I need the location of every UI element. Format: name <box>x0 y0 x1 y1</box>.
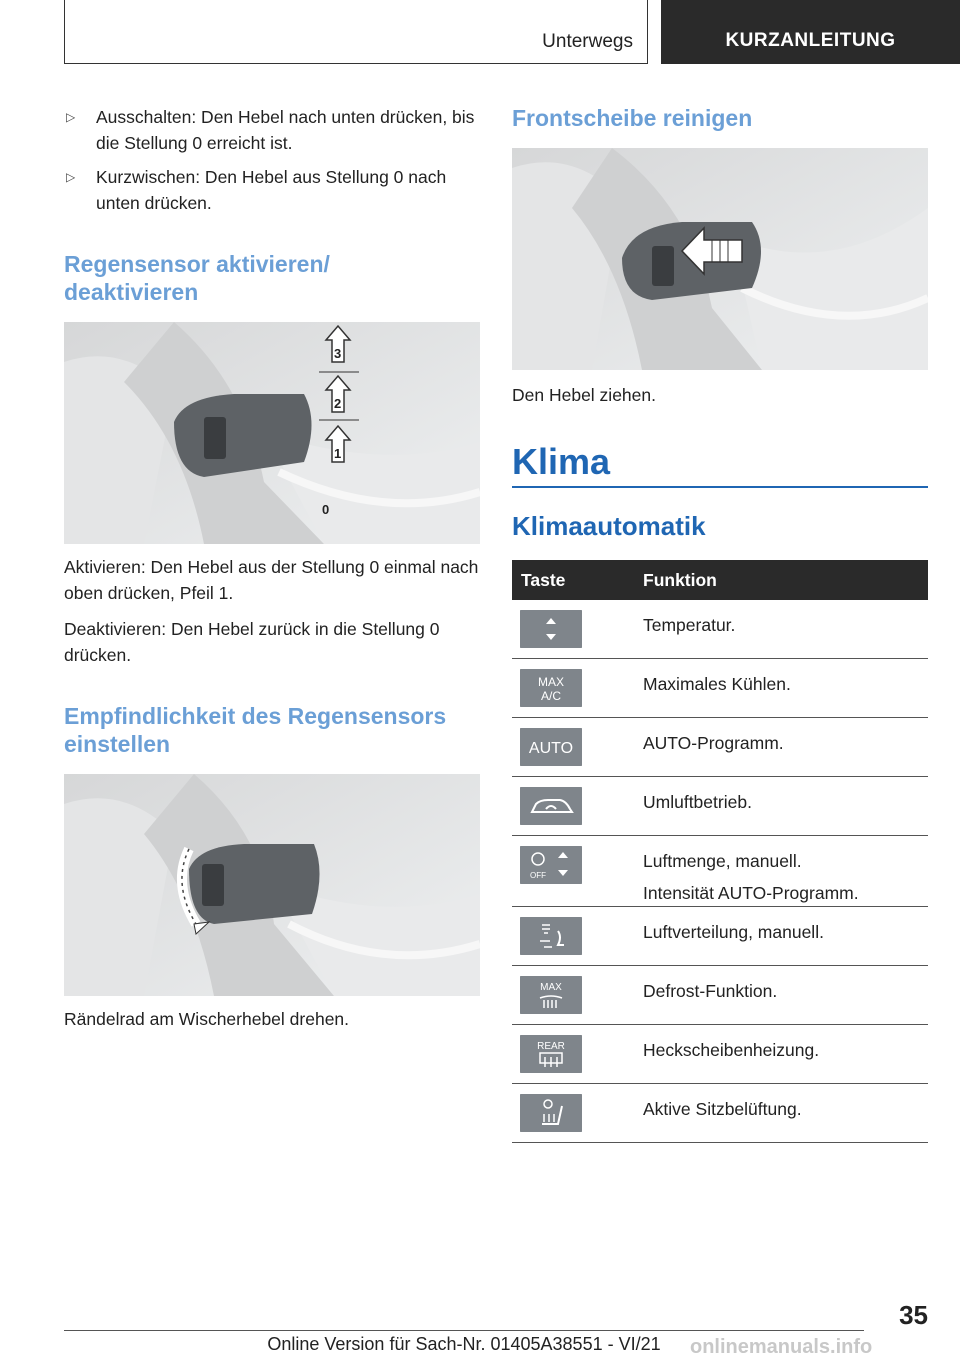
left-column <box>64 104 480 1032</box>
heading-klimaautomatik: Klimaautomatik <box>512 511 706 541</box>
fig-label-0: 0 <box>322 502 330 517</box>
thumbwheel-lever-figure <box>64 774 480 996</box>
table-row <box>512 966 928 1025</box>
table-row <box>512 718 928 777</box>
seat-ventilation-icon <box>520 1094 582 1132</box>
function-text: Maximales Kühlen. <box>643 674 791 694</box>
footer-rule <box>64 1330 864 1331</box>
recirculation-icon <box>520 787 582 825</box>
col-header-key: Taste <box>512 560 643 600</box>
fig-label-2: 2 <box>334 396 342 411</box>
svg-text:MAX: MAX <box>540 982 562 993</box>
bullet-item <box>64 164 480 216</box>
col-header-function: Funktion <box>643 560 928 600</box>
function-text: Temperatur. <box>643 615 736 635</box>
rear-defrost-icon <box>520 1035 582 1073</box>
header-chapter-title: KURZANLEITUNG <box>725 30 896 51</box>
table-row <box>512 777 928 836</box>
air-distribution-icon <box>520 917 582 955</box>
function-text: Aktive Sitzbelüftung. <box>643 1099 802 1119</box>
function-text: Intensität AUTO-Programm. <box>643 883 859 903</box>
fig-label-3: 3 <box>334 346 342 361</box>
table-row <box>512 659 928 718</box>
max-ac-icon <box>520 669 582 707</box>
function-text: Umluftbetrieb. <box>643 792 752 812</box>
rain-sensor-lever-figure <box>64 322 480 544</box>
fig-label-1: 1 <box>334 446 342 461</box>
function-text: Heckscheibenheizung. <box>643 1040 820 1060</box>
bullet-triangle-icon: ▷ <box>66 170 76 184</box>
header-section-title: Unterwegs <box>542 31 633 52</box>
paragraph-activate: Aktivieren: Den Hebel aus der Stellung 0 einmal nach oben drücken, Pfeil 1. <box>64 557 479 603</box>
table-row <box>512 600 928 659</box>
klima-heading-rule <box>512 486 928 488</box>
paragraph-deactivate: Deaktivieren: Den Hebel zurück in die Stellung 0 drücken. <box>64 619 440 665</box>
table-row <box>512 836 928 907</box>
fan-off-icon <box>520 846 582 884</box>
bullet-item <box>64 104 480 156</box>
windshield-lever-figure <box>512 148 928 370</box>
function-text: Luftmenge, manuell. <box>643 851 802 871</box>
page-number: 35 <box>899 1300 928 1330</box>
paragraph-thumbwheel: Rändelrad am Wischerhebel drehen. <box>64 1009 350 1029</box>
function-text: AUTO-Programm. <box>643 733 784 753</box>
svg-text:AUTO: AUTO <box>528 740 574 757</box>
table-row <box>512 1025 928 1084</box>
svg-text:A/C: A/C <box>540 689 562 703</box>
footer-text: Online Version für Sach-Nr. 01405A38551 - VI/21 <box>267 1334 661 1354</box>
header-chapter-tab <box>661 0 960 64</box>
heading-sensitivity: Empfindlichkeit des Regensensors einstellen <box>64 703 447 757</box>
function-text: Luftverteilung, manuell. <box>643 922 824 942</box>
bullet-text: Kurzwischen: Den Hebel aus Stellung 0 nach unten drücken. <box>96 167 447 213</box>
max-defrost-icon <box>520 976 582 1014</box>
bullet-text: Ausschalten: Den Hebel nach unten drücken, bis die Stellung 0 erreicht ist. <box>96 107 475 153</box>
table-header-row <box>512 560 928 600</box>
svg-text:REAR: REAR <box>537 1041 565 1052</box>
temperature-arrows-icon <box>520 610 582 648</box>
heading-klima: Klima <box>512 441 611 482</box>
svg-text:OFF: OFF <box>530 871 546 880</box>
paragraph-pull-lever: Den Hebel ziehen. <box>512 385 656 405</box>
svg-text:MAX: MAX <box>537 675 565 689</box>
heading-windshield: Frontscheibe reinigen <box>512 105 753 131</box>
header-section-box <box>64 0 648 64</box>
auto-icon <box>520 728 582 766</box>
right-column <box>512 104 928 1143</box>
heading-rain-sensor: Regensensor aktivieren/ deaktivieren <box>64 251 330 305</box>
climate-keys-table <box>512 560 928 1143</box>
table-row <box>512 907 928 966</box>
table-row <box>512 1084 928 1143</box>
function-text: Defrost-Funktion. <box>643 981 778 1001</box>
watermark-text: onlinemanuals.info <box>690 1336 873 1358</box>
bullet-triangle-icon: ▷ <box>66 110 76 124</box>
